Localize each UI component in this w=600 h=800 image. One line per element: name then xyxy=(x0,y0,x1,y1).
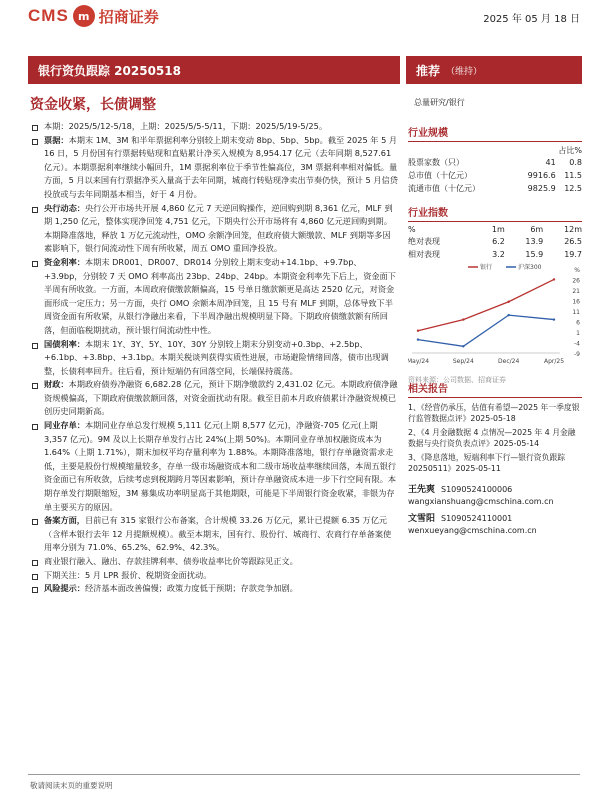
analyst-card xyxy=(408,513,582,536)
paragraph-lead: 国债利率： xyxy=(44,338,85,349)
scale-row xyxy=(408,156,582,169)
scale-label: 总市值（十亿元） xyxy=(408,171,472,180)
scale-col-header: 占比% xyxy=(558,146,582,155)
scale-pct: 12.5 xyxy=(564,184,582,193)
report-title: 银行资负跟踪 20250518 xyxy=(38,63,181,78)
industry-scale-title: 行业规模 xyxy=(408,124,582,142)
analyst-name: 文雪阳 xyxy=(408,514,436,524)
data-point xyxy=(417,338,419,340)
index-header-cell: 12m xyxy=(564,225,582,234)
y-tick-label: -4 xyxy=(574,340,580,348)
index-header-cell: 6m xyxy=(530,225,544,234)
industry-index-title: 行业指数 xyxy=(408,204,582,222)
series-line-bank xyxy=(418,279,554,330)
index-value: 19.7 xyxy=(564,250,582,259)
paragraph-text: 本期末 1Y、3Y、5Y、10Y、30Y 分别较上期末分别变动+0.3bp、+2.5bp、+6.1bp、+3.8bp、+3.1bp。本期关税谈判获得实质性进展，市场避险情绪回落，债市出现调整，长债利率回升。往后看，预计短端仍有回落空间，长端保持震荡。 xyxy=(44,338,389,376)
x-tick-label: Apr/25 xyxy=(543,358,565,365)
body-paragraph xyxy=(30,338,398,379)
y-tick-label: -9 xyxy=(574,351,580,358)
logo-cn: 招商证券 xyxy=(98,7,159,26)
scale-value: 9825.9 xyxy=(527,184,556,193)
analyst-line xyxy=(408,513,582,525)
industry-scale-section xyxy=(408,124,582,195)
related-reports-title: 相关报告 xyxy=(408,380,582,398)
paragraph-lead: 票据： xyxy=(44,134,69,145)
paragraph-text: 下期关注：5 月 LPR 报价、税期资金面扰动。 xyxy=(44,569,212,580)
scale-pct: 11.5 xyxy=(564,171,582,180)
y-tick-label: 6 xyxy=(576,319,580,327)
series-line-hs300 xyxy=(418,315,554,346)
paragraph-text: 本期政府债券净融资 6,682.28 亿元，预计下期净缴款约 2,431.02 亿元。本期政府债净融资规模偏高，下期政府债缴款额回落，对资金面扰动有限。截至目前本月政府债累计净融资规模已创历史同期新高。 xyxy=(44,379,398,417)
main-content xyxy=(30,120,398,596)
data-point xyxy=(417,330,419,332)
rating-bar xyxy=(406,56,582,84)
industry-index-table xyxy=(408,224,582,261)
paragraph-text: 目前已有 315 家银行公布备案，合计规模 33.26 万亿元，累计已提额 6.35 万亿元（含样本银行去年 12 月提额规模）。截至本期末，国有行、股份行、城商行、农商行存单备案使用率分别为 71.0%、65.2%、62.9%、42.3%。 xyxy=(44,515,392,553)
data-point xyxy=(462,345,464,347)
scale-label: 股票家数（只） xyxy=(408,158,464,167)
rating-label: 推荐 xyxy=(416,63,441,78)
y-tick-label: % xyxy=(574,267,580,274)
paragraph-text: 经济基本面改善偏慢；政策力度低于预期；存款竞争加剧。 xyxy=(84,583,298,594)
scale-row xyxy=(408,182,582,195)
scale-pct: 0.8 xyxy=(569,158,582,167)
industry-index-chart xyxy=(408,261,582,373)
paragraph-lead: 财政： xyxy=(44,379,69,390)
analyst-card xyxy=(408,484,582,507)
industry-scale-table xyxy=(408,156,582,195)
data-point xyxy=(553,318,555,320)
paragraph-text: 本期末 1M、3M 和半年票据利率分别较上期末变动 8bp、5bp、5bp。截至 2025 年 5 月 16 日，5 月份国有行票据转贴现和直贴累计净买入规模为 8,954.17 亿元（去年同期 8,527.61 亿元）。本期票据利率继续小幅回升，1M 票据利率位于季节性偏高位，3M 票据利率相对偏低。量方面，5 月以来国有行票据净买入量高于去年同期，城商行转贴现净卖出节奏仍快，预计 5 月信贷投放或与去年同期基本相当，好于 4 月份。 xyxy=(44,134,398,199)
analyst-line xyxy=(408,484,582,496)
paragraph-lead: 资金利率： xyxy=(44,256,85,267)
logo xyxy=(28,2,159,30)
paragraph-text: 本期：2025/5/12-5/18，上期：2025/5/5-5/11，下期：2025/5/19-5/25。 xyxy=(44,121,328,131)
logo-text: CMS xyxy=(28,6,69,25)
scale-row xyxy=(408,169,582,182)
legend-label-hs300: 沪深300 xyxy=(518,264,542,271)
related-reports-list xyxy=(408,402,582,474)
paragraph-lead: 风险提示： xyxy=(44,583,85,594)
analyst-email[interactable]: wangxianshuang@cmschina.com.cn xyxy=(408,497,554,506)
body-paragraph xyxy=(30,120,398,134)
body-paragraph xyxy=(30,134,398,202)
x-tick-label: Dec/24 xyxy=(498,358,520,365)
chart-source: 资料来源：公司数据、招商证券 xyxy=(408,376,506,384)
index-value: 13.9 xyxy=(525,237,544,246)
industry-index-section xyxy=(408,204,582,385)
y-tick-label: 21 xyxy=(572,288,580,295)
analyst-id: S1090524110001 xyxy=(441,514,513,523)
analyst-list xyxy=(408,484,582,536)
data-point xyxy=(462,318,464,320)
rating-sub: （维持） xyxy=(446,66,483,77)
body-paragraph xyxy=(30,419,398,514)
index-value: 15.9 xyxy=(525,250,544,259)
body-paragraph xyxy=(30,256,398,338)
paragraph-text: 本期末 DR001、DR007、DR014 分别较上期末变动+14.1bp、+9.7bp、+3.9bp，分别较 7 天 OMO 利率高出 23bp、24bp、24bp。本期资金利率先下后上，资金面下半周有所收敛。一方面，本周政府债缴款额偏高，15 号单日缴款额更是高达 2520 亿元，对资金面形成一定压力；另一方面，央行 OMO 余额本周净回笼，且 15 号有 MLF 到期，总体导致下半周资金面有所收紧，从银行净融出来看，下半周净融出规模明显下降。下期政府债缴款额有所回落，但面临税期扰动，预计银行间流动性中性。 xyxy=(44,256,396,335)
body-paragraph xyxy=(30,378,398,419)
legend-label-bank: 银行 xyxy=(480,264,493,271)
sector-line: 总量研究/银行 xyxy=(414,98,465,107)
paragraph-lead: 同业存单： xyxy=(44,420,85,431)
index-row xyxy=(408,248,582,261)
index-row xyxy=(408,235,582,248)
data-point xyxy=(553,278,555,280)
body-paragraph xyxy=(30,569,398,583)
body-paragraph xyxy=(30,514,398,555)
report-date: 2025 年 05 月 18 日 xyxy=(483,14,580,25)
analyst-id: S1090524100006 xyxy=(441,485,513,494)
paragraph-text: 本期同业存单总发行规模 5,111 亿元(上期 8,577 亿元)，净融资-705 亿元(上期 3,357 亿元)。9M 及以上长期存单发行占比 24%(上期 50%)。本期同业存单加权融资成本为 1.64%（上期 1.71%），期末加权平均存量利率为 1.88%。本期降准落地，银行存单融资需求走低，主要是股份行规模缩量较多，存单一级市场融资成本和二级市场收益率继续回落，本周五银行资金面已有所收敛，后续考虑到税期跨月等因素影响，预计存单融资成本进一步下行空间有限。本期存单发行期限缩短，3M 募集成功率明显高于其他期限，可能是下半周银行资金收紧，非银为存单主要买方的原因。 xyxy=(44,420,397,512)
paragraph-text: 商业银行融入、融出、存款挂牌利率、债券收益率比价等跟踪见正文。 xyxy=(44,556,298,566)
scale-value: 9916.6 xyxy=(527,171,556,180)
index-value: 3.2 xyxy=(492,250,505,259)
headline: 资金收紧，长债调整 xyxy=(30,97,156,113)
index-label: 绝对表现 xyxy=(408,237,440,246)
y-tick-label: 1 xyxy=(576,330,580,337)
y-tick-label: 26 xyxy=(572,277,580,285)
body-paragraph xyxy=(30,555,398,569)
y-tick-label: 16 xyxy=(572,298,580,306)
index-value: 6.2 xyxy=(492,237,505,246)
index-header-row xyxy=(408,224,582,235)
x-tick-label: Sep/24 xyxy=(452,358,474,365)
footer-divider xyxy=(28,774,580,775)
paragraph-lead: 央行动态： xyxy=(44,202,85,213)
related-reports-section xyxy=(408,380,582,536)
scale-value: 41 xyxy=(545,158,556,167)
index-value: 26.5 xyxy=(564,237,582,246)
index-header-cell: 1m xyxy=(491,225,505,234)
index-label: 相对表现 xyxy=(408,250,440,259)
data-point xyxy=(507,314,509,316)
body-paragraph xyxy=(30,202,398,256)
body-paragraph xyxy=(30,582,398,596)
paragraph-text: 央行公开市场共开展 4,860 亿元 7 天逆回购操作，逆回购到期 8,361 亿元，MLF 到期 1,250 亿元，整体实现净回笼 4,751 亿元，下期央行公开市场将有 4,860 亿元逆回购到期。本期降准落地，释放 1 万亿元流动性，OMO 余额净回笼，但政府债大额缴款、MLF 到期等多因素影响下，银行间流动性下周有所收紧，周五 OMO 重回净投放。 xyxy=(44,202,393,254)
report-title-bar xyxy=(28,56,400,84)
related-report-item[interactable]: 3、《降息落地，短端利率下行—银行资负跟踪 20250511》2025-05-11 xyxy=(408,453,565,473)
footer-note: 敬请阅读末页的重要说明 xyxy=(30,781,113,790)
data-point xyxy=(507,301,509,303)
scale-label: 流通市值（十亿元） xyxy=(408,184,480,193)
related-report-item[interactable]: 2、《4 月金融数据 4 点情况—2025 年 4 月金融数据与央行资负表点评》2025-05-14 xyxy=(408,428,576,448)
paragraph-lead: 备案方面， xyxy=(44,515,85,526)
analyst-name: 王先爽 xyxy=(408,485,436,495)
related-report-item[interactable]: 1、《经营仍承压，估值有希望—2025 年一季度银行监管数据点评》2025-05-18 xyxy=(408,403,580,423)
logo-badge: m xyxy=(73,5,95,27)
analyst-email[interactable]: wenxueyang@cmschina.com.cn xyxy=(408,526,537,535)
y-tick-label: 11 xyxy=(572,309,580,316)
index-header-cell: % xyxy=(408,225,416,234)
x-tick-label: May/24 xyxy=(408,358,430,365)
